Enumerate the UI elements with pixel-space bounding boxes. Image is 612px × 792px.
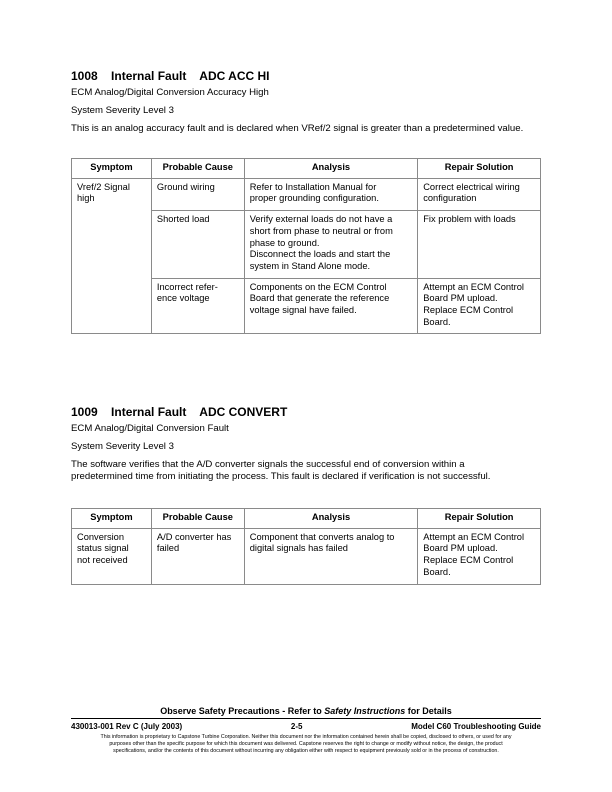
header-repair-solution: Repair Solution (418, 159, 541, 179)
fault-type: Internal Fault (111, 69, 187, 83)
analysis-line: Refer to Installation Manual for (249, 181, 377, 192)
cause-cell (151, 178, 244, 210)
header-repair-solution: Repair Solution (418, 509, 541, 529)
analysis-line: Component that converts analog to (249, 531, 395, 542)
header-analysis: Analysis (244, 159, 418, 179)
header-analysis: Analysis (244, 509, 418, 529)
doc-title: Model C60 Troubleshooting Guide (411, 722, 541, 731)
header-probable-cause: Probable Cause (151, 509, 244, 529)
analysis-cell (244, 528, 418, 584)
fault-subtitle: ECM Analog/Digital Conversion Fault (71, 423, 229, 434)
fault-code: 1009 (71, 405, 98, 419)
analysis-cell (244, 211, 418, 279)
analysis-cell (244, 178, 418, 210)
table-header-row (72, 509, 541, 529)
repair-line: Replace ECM Control (423, 555, 514, 566)
analysis-line: Components on the ECM Control (249, 281, 387, 292)
fault-type: Internal Fault (111, 405, 187, 419)
analysis-line: phase to ground. (249, 237, 320, 248)
repair-line: Correct electrical wiring (423, 181, 520, 192)
repair-cell (418, 178, 541, 210)
fault-description: This is an analog accuracy fault and is declared when VRef/2 signal is greater than a predetermined value. (71, 123, 524, 134)
analysis-line: system in Stand Alone mode. (249, 260, 371, 271)
symptom-line: high (77, 193, 95, 204)
repair-cell (418, 211, 541, 279)
analysis-line: digital signals has failed (249, 543, 348, 554)
symptom-line: status signal (77, 543, 129, 554)
fault-section-1009 (71, 405, 541, 483)
fault-heading (71, 69, 541, 83)
header-symptom: Symptom (72, 509, 152, 529)
symptom-line: Vref/2 Signal (77, 181, 130, 192)
fault-code: 1008 (71, 69, 98, 83)
cause-line: Ground wiring (156, 181, 215, 192)
cause-line: ence voltage (156, 293, 210, 304)
cause-line: Shorted load (156, 214, 210, 225)
doc-number: 430013-001 Rev C (July 2003) (71, 722, 183, 731)
safety-text: for Details (405, 706, 452, 716)
footer-row (71, 722, 541, 731)
legal-line: This information is proprietary to Capstone Turbine Corporation. Neither this document nor the information contained herein shall be copied, disclosed to others, or used for any (100, 734, 512, 740)
repair-line: Attempt an ECM Control (423, 531, 525, 542)
page-number: 2-5 (290, 722, 303, 731)
fault-name: ADC ACC HI (199, 69, 270, 83)
legal-line: purposes other than the specific purpose for which this document was delivered. Capstone reserves the right to change or modify without notice, the design, the product (109, 741, 503, 747)
legal-notice (71, 734, 541, 755)
cause-cell (151, 211, 244, 279)
cause-cell (151, 278, 244, 334)
symptom-cell (72, 528, 152, 584)
repair-line: Board PM upload. (423, 543, 498, 554)
repair-line: configuration (423, 193, 477, 204)
table-row (72, 178, 541, 210)
symptom-line: not received (77, 555, 128, 566)
analysis-line: Disconnect the loads and start the (249, 249, 391, 260)
repair-line: Replace ECM Control (423, 305, 514, 316)
repair-cell (418, 278, 541, 334)
fault-table-1008 (71, 158, 541, 334)
fault-section-1008 (71, 69, 541, 135)
repair-line: Board PM upload. (423, 293, 498, 304)
cause-line: Incorrect refer- (156, 281, 218, 292)
header-probable-cause: Probable Cause (151, 159, 244, 179)
safety-notice (71, 706, 541, 716)
analysis-line: voltage signal have failed. (249, 305, 357, 316)
table-row (72, 528, 541, 584)
repair-line: Attempt an ECM Control (423, 281, 524, 292)
symptom-line: Conversion (77, 531, 125, 542)
fault-name: ADC CONVERT (199, 405, 288, 419)
repair-cell (418, 528, 541, 584)
fault-heading (71, 405, 541, 419)
footer-divider (71, 718, 541, 719)
repair-line: Board. (423, 316, 451, 327)
analysis-cell (244, 278, 418, 334)
cause-line: failed (156, 543, 180, 554)
analysis-line: proper grounding configuration. (249, 193, 379, 204)
legal-line: specifications, and/or the contents of this document without incurring any obligation either with respect to equipment previously sold or in the process of construction. (113, 748, 499, 754)
fault-severity: System Severity Level 3 (71, 441, 174, 452)
analysis-line: Board that generate the reference (249, 293, 390, 304)
fault-description-line: The software verifies that the A/D converter signals the successful end of conversion within a (71, 459, 465, 470)
fault-description-line: predetermined time from initiating the process. This fault is declared if verification is not successful. (71, 471, 491, 482)
safety-text: Observe Safety Precautions - Refer to (160, 706, 325, 716)
cause-cell (151, 528, 244, 584)
repair-line: Fix problem with loads (423, 214, 516, 225)
repair-line: Board. (423, 566, 451, 577)
fault-table-1009 (71, 508, 541, 585)
symptom-cell (72, 178, 152, 334)
fault-severity: System Severity Level 3 (71, 105, 174, 116)
table-header-row (72, 159, 541, 179)
analysis-line: short from phase to neutral or from (249, 225, 393, 236)
fault-subtitle: ECM Analog/Digital Conversion Accuracy High (71, 87, 269, 98)
header-symptom: Symptom (72, 159, 152, 179)
cause-line: A/D converter has (156, 531, 232, 542)
safety-instructions-ref: Safety Instructions (324, 706, 406, 716)
analysis-line: Verify external loads do not have a (249, 214, 393, 225)
